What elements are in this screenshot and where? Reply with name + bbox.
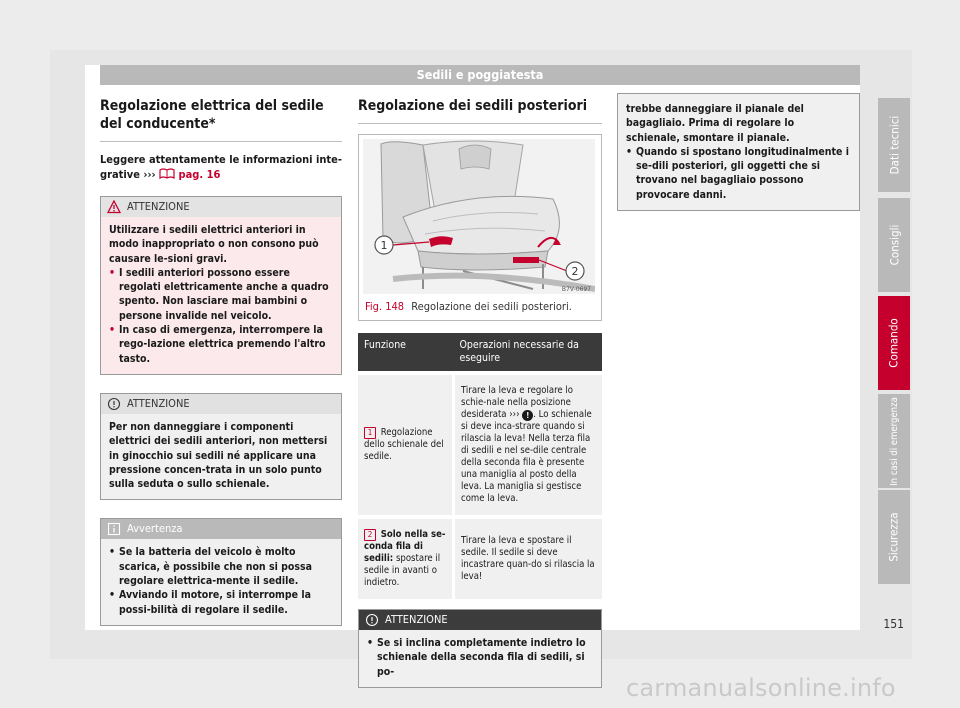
tab-label: Sicurezza — [887, 512, 902, 562]
warning-triangle-icon — [107, 200, 121, 214]
tab-sicurezza[interactable] — [878, 490, 910, 584]
lead-text: Leggere attentamente le informazioni inte-grative — [100, 153, 342, 181]
caution-header — [101, 394, 341, 414]
note-box — [100, 518, 342, 625]
note-bullet: • Se la batteria del veicolo è molto scarica, è possibile che non si possa regolare elettrica-mente il sedile. — [109, 545, 333, 588]
watermark: carmanualsonline.info — [626, 674, 896, 702]
figure-code: B7V-0697 — [561, 286, 591, 293]
page-link[interactable]: pag. 16 — [178, 168, 221, 181]
continued-text: trebbe danneggiare il pianale del bagagliaio. Prima di regolare lo schienale, smontare il pianale. — [626, 103, 804, 144]
book-reference-icon — [159, 168, 175, 179]
table-cell: Tirare la leva e spostare il sedile. Il sedile si deve incastrare quan-do si rilascia la leva! — [454, 517, 603, 599]
middle-column — [358, 97, 602, 688]
caution-body — [359, 630, 601, 687]
tab-label: Dati tecnici — [887, 115, 902, 175]
page-header: Sedili e poggiatesta — [100, 65, 860, 85]
warning-title: ATTENZIONE — [127, 200, 190, 213]
warning-intro: Utilizzare i sedili elettrici anteriori in modo inappropriato o non consono può causare le-sioni gravi. — [109, 224, 319, 265]
caution-text: Per non danneggiare i componenti elettrici dei sedili anteriori, non mettersi in ginocchio sui sedili né applicare una pressione concen-trata in un solo punto sulla seduta o sullo schienale. — [109, 420, 328, 491]
callout-1: 1 — [380, 239, 388, 252]
figure-caption — [363, 294, 597, 316]
caution-box-continued — [617, 93, 860, 211]
tab-in-casi-di-emergenza[interactable] — [878, 394, 910, 488]
note-header — [101, 519, 341, 539]
caution-circle-icon — [107, 397, 121, 411]
table-row — [358, 373, 602, 517]
tab-dati-tecnici[interactable] — [878, 98, 910, 192]
tab-label: In casi di emergenza — [888, 396, 900, 486]
note-bullet: • Avviando il motore, si interrompe la possi-bilità di regolare il sedile. — [109, 588, 333, 617]
tab-comando[interactable] — [878, 296, 910, 390]
figure-label: Fig. 148 — [365, 300, 405, 313]
caution-header — [359, 610, 601, 630]
table-cell — [358, 517, 454, 599]
caution-bullet: • Quando si spostano longitudinalmente i se-dili posteriori, gli oggetti che si trovano nel bagagliaio possono provocare danni. — [626, 145, 851, 202]
arrows: ››› — [143, 168, 156, 181]
caution-box — [100, 393, 342, 500]
warning-bullet: • I sedili anteriori possono essere regolati elettricamente anche a quadro spento. Non lasciare mai bambini o persone invalide nel veicolo. — [109, 266, 333, 323]
table-header: Funzione — [358, 333, 454, 373]
section-title: Regolazione dei sedili posteriori — [358, 97, 602, 124]
caution-bullet: • Se si inclina completamente indietro lo schienale della seconda fila di sedili, si po- — [367, 636, 593, 679]
caution-title: ATTENZIONE — [127, 396, 190, 410]
caution-box — [358, 609, 602, 688]
function-text: spostare il sedile in avanti o indietro. — [364, 553, 441, 588]
table-header-row — [358, 333, 602, 373]
ops-text: Tirare la leva e regolare lo schie-nale nella posizione desiderata — [461, 385, 573, 420]
callout-number: 2 — [364, 529, 376, 541]
figure-caption-text: Regolazione dei sedili posteriori. — [411, 300, 572, 313]
page-number: 151 — [883, 617, 904, 631]
function-text: Regolazione dello schienale del sedile. — [364, 427, 444, 462]
warning-bullet: • In caso di emergenza, interrompere la rego-lazione elettrica premendo l'altro tasto. — [109, 323, 333, 366]
callout-number: 1 — [364, 427, 376, 439]
arrows: ››› — [509, 409, 520, 420]
table-row — [358, 517, 602, 599]
warning-header — [101, 197, 341, 217]
rear-seat-illustration — [363, 139, 595, 294]
tab-label: Consigli — [887, 224, 902, 266]
ops-text: . Lo schienale si deve inca-strare quando si rilascia la leva! Nella terza fila di sedili e nel se-dile centrale della seconda fila è presente una maniglia al posto della leva. La maniglia si gestisce come la leva. — [461, 409, 592, 504]
caution-body — [101, 414, 341, 499]
function-text-bold: Solo nella se-conda fila di sedili: — [364, 529, 446, 564]
warning-reference-icon: ! — [522, 410, 533, 421]
info-icon — [107, 522, 121, 536]
tab-label: Comando — [887, 318, 901, 368]
caution-body — [618, 94, 859, 210]
table-header: Operazioni necessarie da eseguire — [454, 333, 603, 373]
figure — [358, 134, 602, 321]
lead-paragraph — [100, 152, 342, 182]
tab-consigli[interactable] — [878, 198, 910, 292]
table-cell — [358, 373, 454, 517]
caution-circle-icon — [365, 613, 379, 627]
warning-box — [100, 196, 342, 375]
callout-2: 2 — [571, 265, 579, 278]
note-title: Avvertenza — [127, 522, 183, 536]
table-cell — [454, 373, 603, 517]
left-column — [100, 97, 342, 626]
warning-body — [101, 217, 341, 374]
right-column — [617, 93, 860, 211]
caution-title: ATTENZIONE — [385, 613, 448, 626]
section-title: Regolazione elettrica del sedile del conducente* — [100, 97, 342, 142]
functions-table — [358, 333, 602, 599]
note-body — [101, 539, 341, 624]
